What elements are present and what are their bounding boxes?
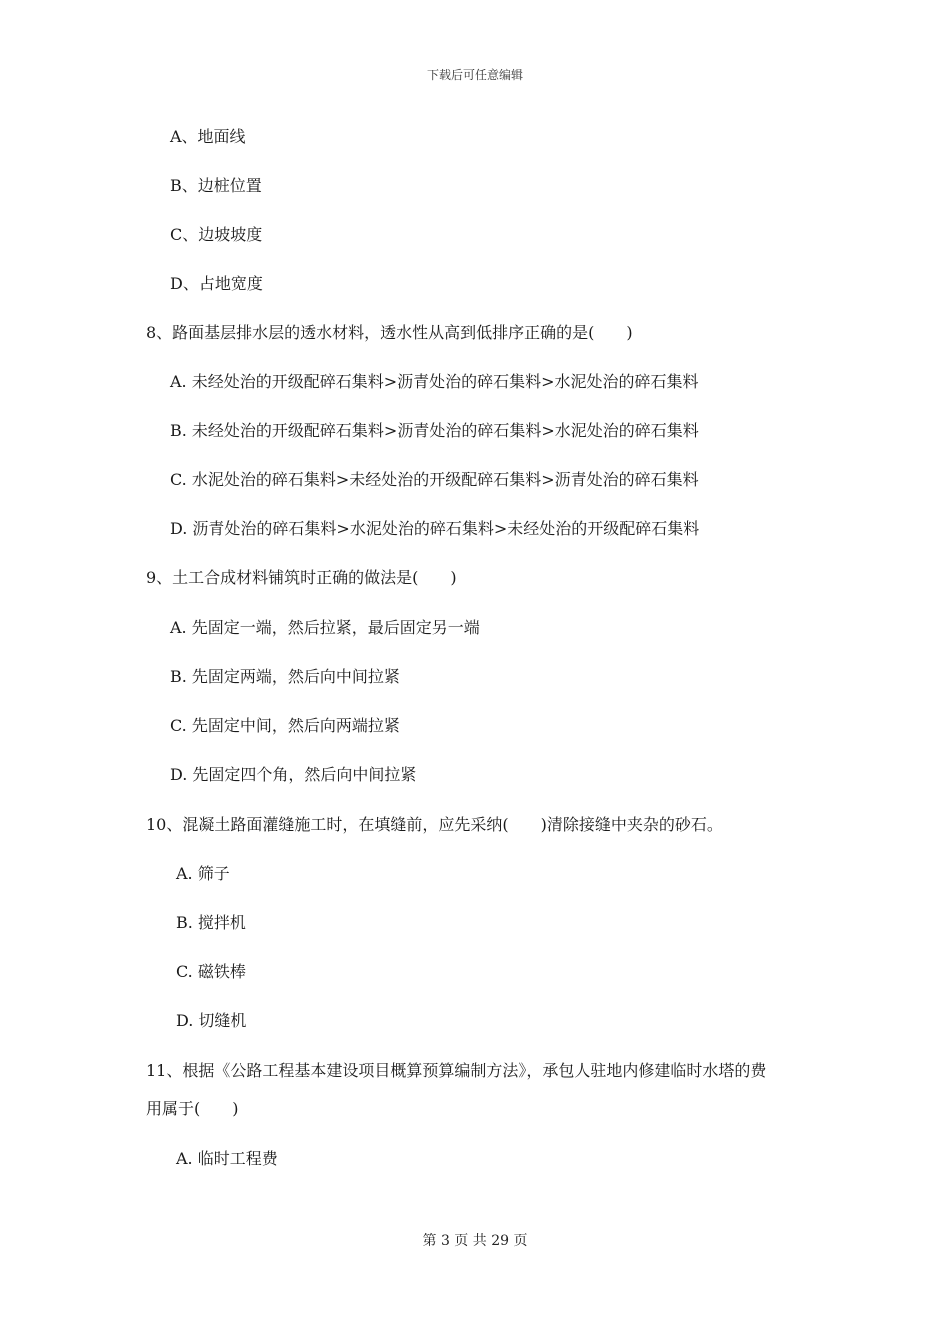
question-9-option-c: C. 先固定中间，然后向两端拉紧 (170, 716, 400, 735)
question-11-stem-line-2: 用属于( ) (146, 1099, 239, 1118)
question-9-option-b: B. 先固定两端，然后向中间拉紧 (170, 667, 400, 686)
page-number-footer: 第 3 页 共 29 页 (422, 1233, 528, 1249)
question-8-option-d: D. 沥青处治的碎石集料>水泥处治的碎石集料>未经处治的开级配碎石集料 (170, 519, 700, 538)
question-11-option-a: A. 临时工程费 (176, 1149, 278, 1168)
question-11-stem-line-1: 11、根据《公路工程基本建设项目概算预算编制方法》，承包人驻地内修建临时水塔的费 (146, 1061, 767, 1080)
option-prev-d: D、占地宽度 (170, 274, 263, 293)
option-prev-a: A、地面线 (170, 127, 246, 146)
question-10-option-a: A. 筛子 (176, 864, 230, 883)
question-10-option-b: B. 搅拌机 (176, 913, 246, 932)
question-9-option-d: D. 先固定四个角，然后向中间拉紧 (170, 765, 417, 784)
question-8-option-c: C. 水泥处治的碎石集料>未经处治的开级配碎石集料>沥青处治的碎石集料 (170, 470, 699, 489)
option-prev-b: B、边桩位置 (170, 176, 262, 195)
question-10-stem: 10、混凝土路面灌缝施工时，在填缝前，应先采纳( )清除接缝中夹杂的砂石。 (146, 815, 723, 834)
question-10-option-c: C. 磁铁棒 (176, 962, 246, 981)
page-header: 下载后可任意编辑 (426, 68, 523, 82)
question-8-stem: 8、路面基层排水层的透水材料，透水性从高到低排序正确的是( ) (146, 323, 633, 342)
question-9-stem: 9、土工合成材料铺筑时正确的做法是( ) (146, 568, 457, 587)
question-9-option-a: A. 先固定一端，然后拉紧，最后固定另一端 (170, 618, 480, 637)
question-10-option-d: D. 切缝机 (176, 1011, 247, 1030)
question-8-option-a: A. 未经处治的开级配碎石集料>沥青处治的碎石集料>水泥处治的碎石集料 (170, 372, 699, 391)
question-8-option-b: B. 未经处治的开级配碎石集料>沥青处治的碎石集料>水泥处治的碎石集料 (170, 421, 699, 440)
option-prev-c: C、边坡坡度 (170, 225, 263, 244)
